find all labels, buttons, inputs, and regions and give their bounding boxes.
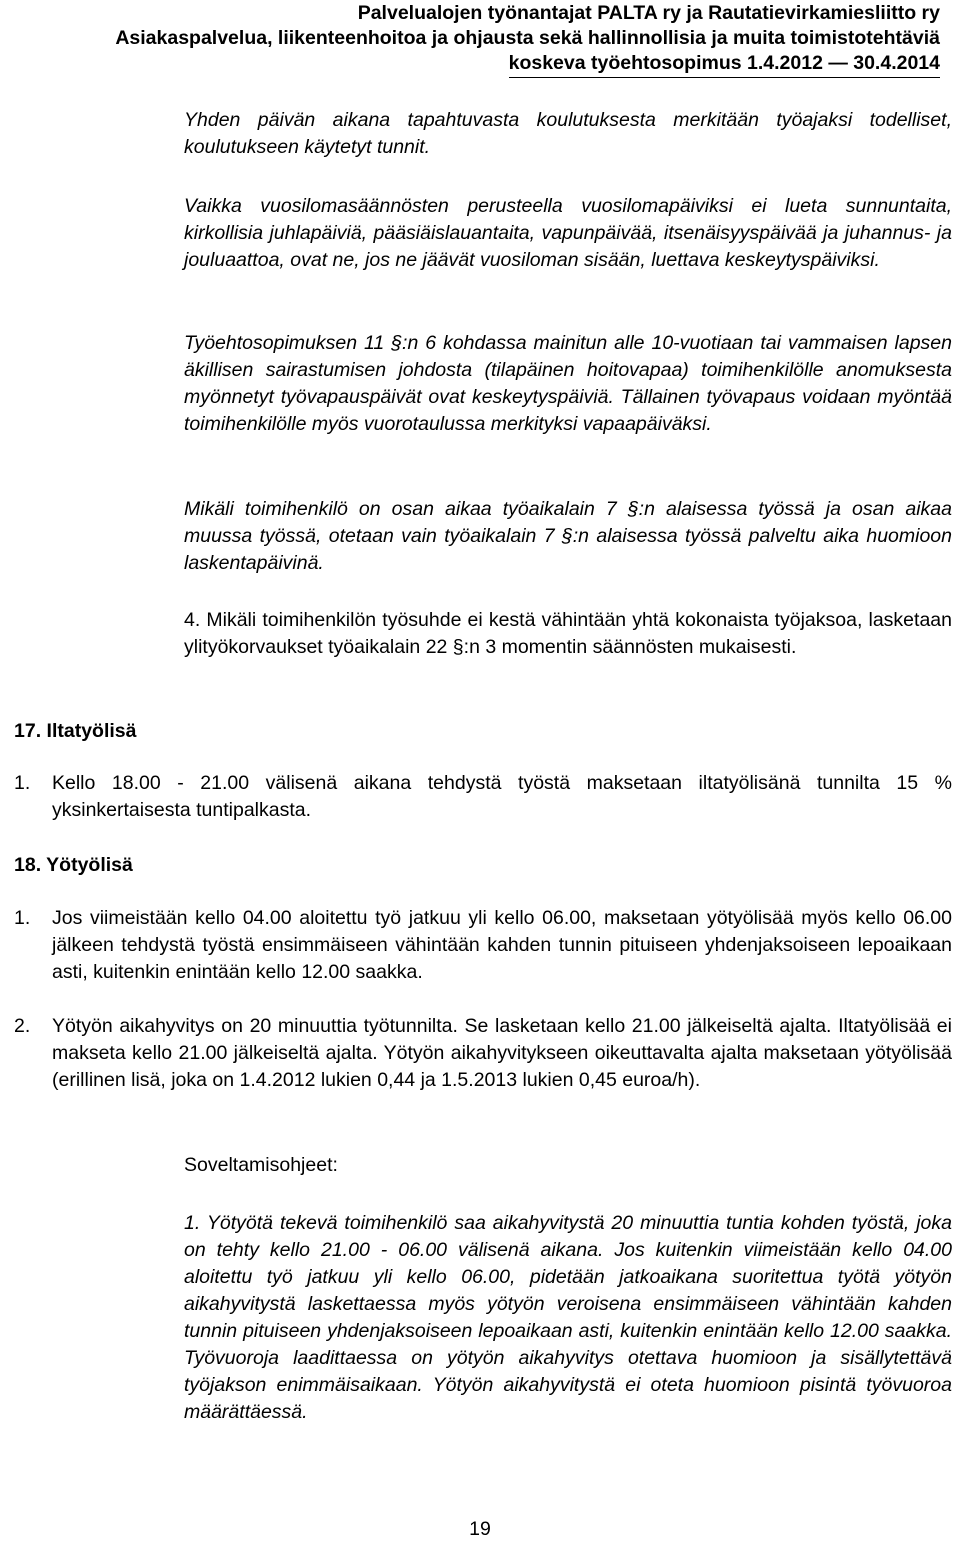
guide-paragraph-working-hours: Mikäli toimihenkilö on osan aikaa työaikalain 7 §:n alaisessa työssä ja osan aikaa muussa työssä, otetaan vain työaikalain 7 §:n alaisessa työssä palveltu aika huomioon laskentapäivinä.: [184, 498, 952, 574]
guide-paragraph-night-work: 1. Yötyötä tekevä toimihenkilö saa aikahyvitystä 20 minuuttia tuntia kohden työstä, joka on tehty kello 21.00 - 06.00 välisenä aikana. Jos kuitenkin viimeistään kello 04.00 aloitettu työ jatkuu yli kello 06.00, pidetään jatkoaikana suoritettua työtä yötyön aikahyvitystä laskettaessa myös yötyön veroisena ensimmäiseen vähintään kahden tunnin pituiseen yhdenjaksoiseen lepoaikaan asti, kuitenkin enintään kello 12.00 saakka. Työvuoroja laadittaessa on yötyön aikahyvitys otettava huomioon ja sisällytettävä työjakson enimmäisaikaan. Yötyön aikahyvitystä ei oteta huomioon pisintä työvuoroa määrättäessä.: [184, 1212, 952, 1423]
section18-item-1-text: Jos viimeistään kello 04.00 aloitettu työ jatkuu yli kello 06.00, maksetaan yötyölisää myös kello 06.00 jälkeen tehdystä työstä ensimmäiseen vähintään kahden tunnin pituiseen yhdenjaksoiseen lepoaikaan asti, kuitenkin enintään kello 12.00 saakka.: [52, 907, 952, 983]
section-heading-17: 17. Iltatyölisä: [14, 720, 137, 742]
section18-item-2-text: Yötyön aikahyvitys on 20 minuuttia työtunnilta. Se lasketaan kello 21.00 jälkeiseltä ajalta. Iltatyölisää ei makseta kello 21.00 jälkeiseltä ajalta. Yötyön aikahyvitykseen oikeuttavalta ajalta maksetaan yötyölisää (erillinen lisä, joka on 1.4.2012 lukien 0,44 ja 1.5.2013 lukien 0,45 euroa/h).: [52, 1015, 952, 1091]
section-heading-18: 18. Yötyölisä: [14, 854, 133, 876]
header-line-3: koskeva työehtosopimus 1.4.2012 — 30.4.2014: [509, 51, 940, 78]
page-number: 19: [469, 1518, 491, 1540]
page-header: [40, 1, 940, 78]
header-line-1: Palvelualojen työnantajat PALTA ry ja Rautatievirkamiesliitto ry: [357, 2, 940, 24]
guide-paragraph-training: Yhden päivän aikana tapahtuvasta koulutuksesta merkitään työajaksi todelliset, koulutukseen käytetyt tunnit.: [184, 109, 952, 158]
guide-paragraph-overtime: 4. Mikäli toimihenkilön työsuhde ei kestä vähintään yhtä kokonaista työjaksoa, lasketaan ylityökorvaukset työaikalain 22 §:n 3 momentin säännösten mukaisesti.: [184, 609, 952, 658]
section17-item-text: Kello 18.00 - 21.00 välisenä aikana tehdystä työstä maksetaan iltatyölisänä tunnilta 15 % yksinkertaisesta tuntipalkasta.: [52, 772, 952, 821]
header-line-2: Asiakaspalvelua, liikenteenhoitoa ja ohjausta sekä hallinnollisia ja muita toimistotehtäviä: [115, 27, 940, 49]
section18-item-2-number: 2.: [14, 1015, 31, 1037]
section18-item-1-number: 1.: [14, 907, 31, 929]
guide-paragraph-child-care: Työehtosopimuksen 11 §:n 6 kohdassa mainitun alle 10-vuotiaan tai vammaisen lapsen äkillisen sairastumisen johdosta (tilapäinen hoitovapaa) toimihenkilölle anomuksesta myönnetyt työvapauspäivät ovat keskeytyspäiviä. Tällainen työvapaus voidaan myöntää toimihenkilölle myös vuorotaulussa merkityksi vapaapäiväksi.: [184, 332, 952, 435]
guide-title: Soveltamisohjeet:: [184, 1154, 338, 1176]
guide-paragraph-holidays: Vaikka vuosilomasäännösten perusteella vuosilomapäiviksi ei lueta sunnuntaita, kirkollisia juhlapäiviä, pääsiäislauantaita, vapunpäivää, itsenäisyyspäivää ja juhannus- ja jouluaattoa, ovat ne, jos ne jäävät vuosiloman sisään, luettava keskeytyspäiviksi.: [184, 195, 952, 271]
section17-item-number: 1.: [14, 772, 31, 794]
